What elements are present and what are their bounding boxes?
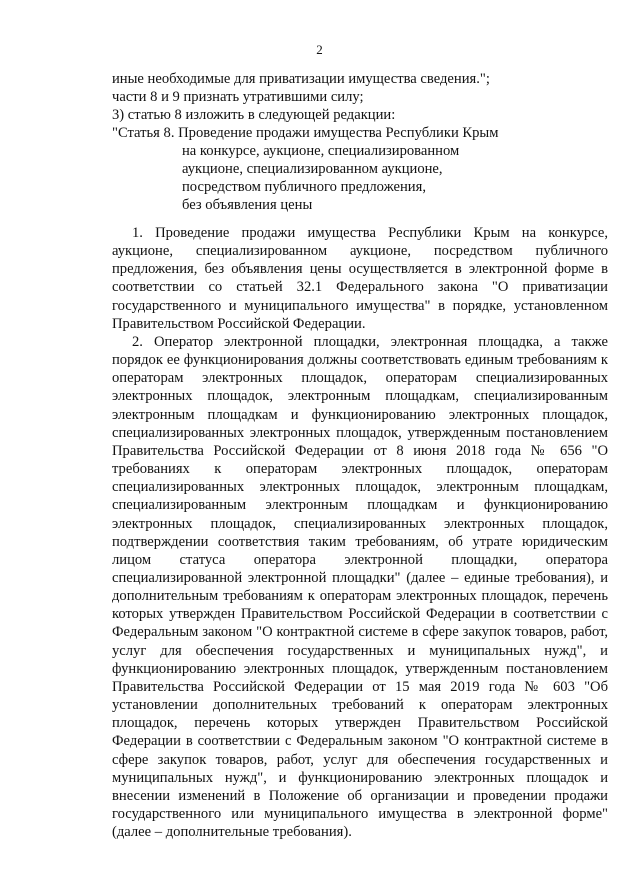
intro-line: 3) статью 8 изложить в следующей редакции: <box>112 107 396 123</box>
paragraph-1: 1. Проведение продажи имущества Республики Крым на конкурсе, аукционе, специализированном аукционе, посредством публичного предложения, без объявления цены осуществляется в электронной форме в соответствии со статьей 32.1 Федерального закона "О приватизации государственного и муниципального имущества" в порядке, установленном Правительством Российской Федерации. <box>112 225 608 332</box>
article-heading-line: посредством публичного предложения, <box>182 179 426 195</box>
intro-line: иные необходимые для приватизации имущества сведения."; <box>112 71 490 87</box>
article-heading-line: "Статья 8. Проведение продажи имущества Республики Крым <box>112 125 499 141</box>
article-heading-line: аукционе, специализированном аукционе, <box>182 161 443 177</box>
paragraph-2: 2. Оператор электронной площадки, электронная площадка, а также порядок ее функционирования должны соответствовать единым требованиям к операторам электронных площадок, операторам специализированных электронных площадок, электронным площадкам, специализированным электронным площадкам и функционированию электронных площадок, специализированных электронных площадок, утвержденным постановлением Правительства Российской Федерации от 8 июня 2018 года № 656 "О требованиях к операторам электронных площадок, операторам специализированных электронных площадок, электронным площадкам, специализированным электронным площадкам и функционированию электронных площадок, специализированных электронных площадок, подтверждении соответствия таким требованиям, об утрате юридическим лицом статуса оператора электронной площадки, оператора специализированной электронной площадки" (далее – единые требования), и дополнительным требованиям к операторам электронных площадок, перечень которых утвержден Правительством Российской Федерации в соответствии с Федеральным законом "О контрактной системе в сфере закупок товаров, работ, услуг для обеспечения государственных и муниципальных нужд", и функционированию электронных площадок, утвержденным постановлением Правительства Российской Федерации от 15 мая 2019 года № 603 "Об установлении дополнительных требований к операторам электронных площадок, перечень которых утвержден Правительством Российской Федерации в соответствии с Федеральным законом "О контрактной системе в сфере закупок товаров, работ, услуг для обеспечения государственных и муниципальных нужд", и функционированию электронных площадок и внесении изменений в Положение об организации и проведении продажи государственного или муниципального имущества в электронной форме" (далее – дополнительные требования). <box>112 333 608 841</box>
article-heading-line: на конкурсе, аукционе, специализированном <box>182 143 460 159</box>
article-body <box>112 224 608 841</box>
page-number: 2 <box>316 42 323 57</box>
intro-line: части 8 и 9 признать утратившими силу; <box>112 89 364 105</box>
article-heading-line: без объявления цены <box>182 197 313 213</box>
